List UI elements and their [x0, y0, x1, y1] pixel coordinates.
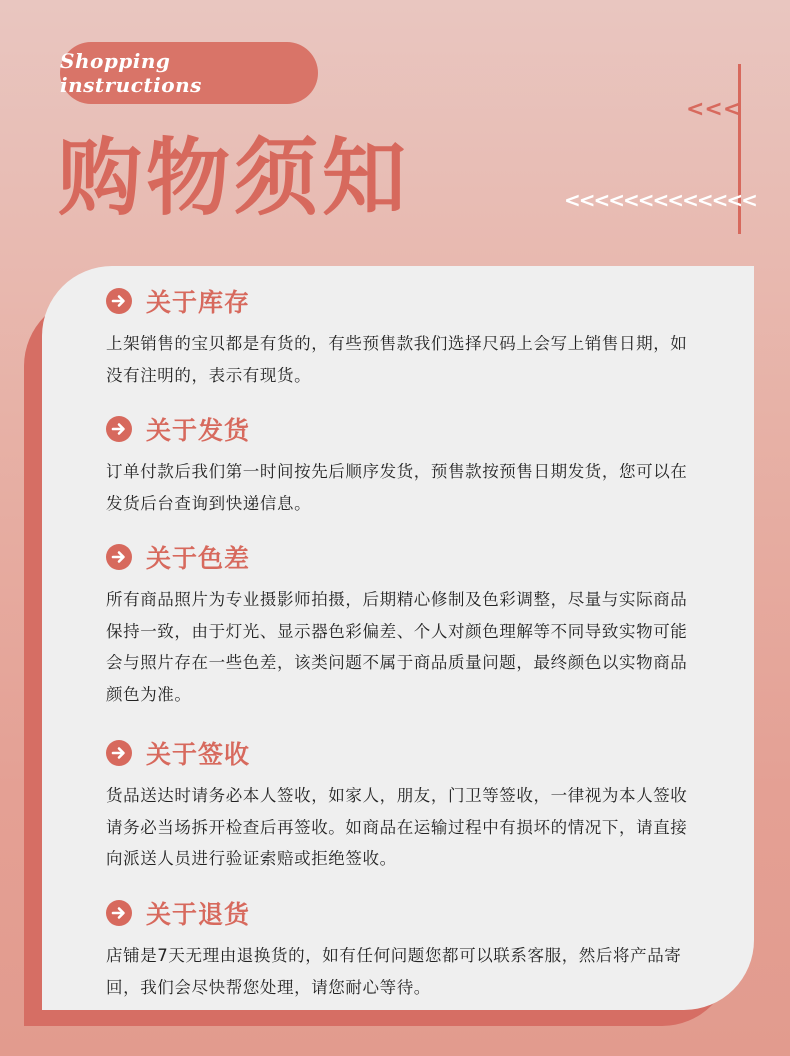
section-returns [106, 896, 706, 1003]
decorative-arrows-long: <<<<<<<<<<<<< [564, 188, 756, 212]
section-shipping [106, 412, 706, 519]
instructions-card [42, 266, 754, 1010]
section-title: 关于签收 [146, 740, 251, 769]
arrow-right-circle-icon [106, 288, 132, 314]
section-color-difference [106, 540, 706, 710]
section-title: 关于色差 [146, 544, 251, 573]
section-body: 订单付款后我们第一时间按先后顺序发货，预售款按预售日期发货，您可以在发货后台查询到快递信息。 [106, 462, 688, 513]
arrow-right-circle-icon [106, 740, 132, 766]
shopping-instructions-badge: Shopping instructions [60, 42, 318, 104]
section-title: 关于发货 [146, 416, 251, 445]
section-body: 货品送达时请务必本人签收，如家人，朋友，门卫等签收，一律视为本人签收请务必当场拆开检查后再签收。如商品在运输过程中有损坏的情况下，请直接向派送人员进行验证索赔或拒绝签收。 [106, 786, 688, 868]
section-inventory [106, 284, 706, 391]
arrow-right-circle-icon [106, 544, 132, 570]
section-body: 所有商品照片为专业摄影师拍摄，后期精心修制及色彩调整，尽量与实际商品保持一致，由于灯光、显示器色彩偏差、个人对颜色理解等不同导致实物可能会与照片存在一些色差，该类问题不属于商品质量问题，最终颜色以实物商品颜色为准。 [106, 590, 688, 704]
decorative-arrows-short: <<< [686, 97, 742, 122]
section-signing [106, 736, 706, 875]
section-title: 关于库存 [146, 288, 251, 317]
section-body: 上架销售的宝贝都是有货的，有些预售款我们选择尺码上会写上销售日期，如没有注明的，表示有现货。 [106, 334, 688, 385]
page-title: 购物须知 [58, 129, 411, 227]
arrow-right-circle-icon [106, 416, 132, 442]
section-title: 关于退货 [146, 900, 251, 929]
section-body: 店铺是7天无理由退换货的，如有任何问题您都可以联系客服，然后将产品寄回，我们会尽快帮您处理，请您耐心等待。 [106, 946, 682, 997]
arrow-right-circle-icon [106, 900, 132, 926]
